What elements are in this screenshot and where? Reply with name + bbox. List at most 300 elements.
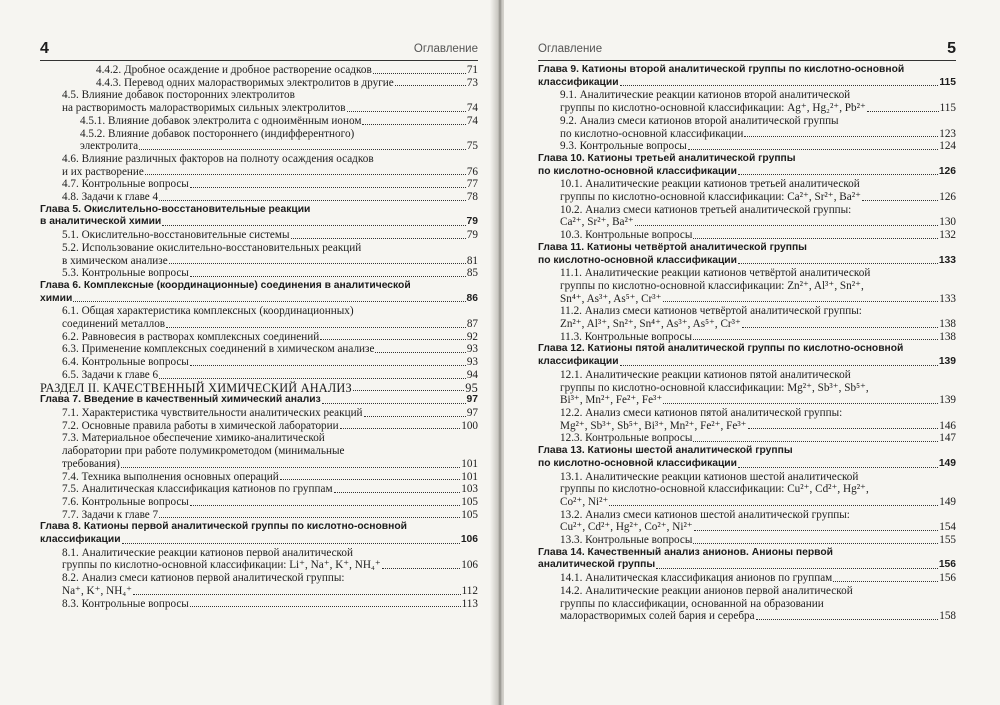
toc-section-entry [538, 585, 956, 623]
dot-leader [364, 416, 466, 417]
dot-leader [693, 543, 938, 544]
toc-chapter-entry [40, 280, 478, 305]
dot-leader [742, 327, 938, 328]
toc-page-number: 94 [466, 368, 478, 381]
toc-entry-line: группы по кислотно-основной классификации: Mg²⁺, Sb³⁺, Sb⁵⁺, [560, 381, 869, 394]
toc-entry-text: Глава 7. Введение в качественный химический анализ [40, 394, 321, 406]
dot-leader [190, 276, 466, 277]
toc-page-number: 79 [466, 229, 478, 242]
toc-entry-line: 12.2. Анализ смеси катионов пятой аналитической группы: [560, 406, 843, 419]
toc-entry-last-line [560, 140, 956, 153]
toc-section-entry [538, 407, 956, 432]
toc-entry-last-line [62, 585, 478, 598]
toc-entry-last-line [560, 229, 956, 242]
toc-entry-text: 4.7. Контрольные вопросы [62, 178, 189, 191]
toc-page-number: 149 [939, 495, 956, 508]
dot-leader [169, 263, 466, 264]
toc-entry-last-line [62, 598, 478, 611]
left-running-title: Оглавление [413, 43, 478, 55]
dot-leader [190, 365, 466, 366]
dot-leader [166, 327, 466, 328]
toc-page-number: 130 [939, 216, 956, 229]
toc-chapter-entry [538, 153, 956, 178]
toc-entry-line: Глава 13. Катионы шестой аналитической группы [538, 445, 793, 457]
toc-entry-text: 12.3. Контрольные вопросы [560, 432, 693, 445]
toc-entry-text: требования) [62, 457, 120, 470]
toc-section-entry [40, 331, 478, 344]
toc-entry-text: на растворимость малорастворимых сильных электролитов [62, 102, 346, 115]
dot-leader [340, 428, 461, 429]
toc-entry-text: химии [40, 292, 73, 304]
dot-leader [694, 530, 939, 531]
right-running-title: Оглавление [538, 43, 603, 55]
toc-entry-text: 5.3. Контрольные вопросы [62, 267, 189, 280]
toc-entry-last-line [560, 420, 956, 433]
toc-section-entry [40, 407, 478, 420]
toc-section-entry [40, 77, 478, 90]
toc-page-number: 123 [939, 127, 956, 140]
dot-leader [395, 85, 466, 86]
toc-entry-line: 8.1. Аналитические реакции катионов первой аналитической [62, 546, 353, 559]
toc-page-number: 124 [939, 140, 956, 153]
toc-entry-last-line [96, 77, 478, 90]
dot-leader [748, 428, 939, 429]
toc-entry-last-line [62, 318, 478, 331]
toc-page-number: 149 [938, 457, 956, 469]
dot-leader [322, 403, 466, 404]
toc-chapter-entry [538, 445, 956, 470]
toc-entry-text: Co²⁺, Ni²⁺ [560, 495, 609, 508]
toc-entry-last-line [560, 102, 956, 115]
toc-section-entry [538, 178, 956, 203]
toc-entry-text: 6.4. Контрольные вопросы [62, 356, 189, 369]
dot-leader [862, 200, 938, 201]
toc-entry-text: Zn²⁺, Al³⁺, Sn²⁺, Sn⁴⁺, As³⁺, As⁵⁺, Cr³⁺ [560, 318, 741, 331]
toc-section-entry [538, 305, 956, 330]
toc-entry-last-line [538, 356, 956, 369]
toc-page-number: 115 [939, 76, 956, 88]
toc-page-number: 115 [939, 102, 956, 115]
toc-entry-line: Глава 12. Катионы пятой аналитической группы по кислотно-основной [538, 343, 904, 355]
dot-leader [738, 174, 938, 175]
right-page-number: 5 [947, 40, 956, 57]
toc-page-number: 71 [466, 64, 478, 76]
toc-page-number: 79 [466, 216, 478, 228]
dot-leader [693, 238, 938, 239]
dot-leader [73, 301, 465, 302]
toc-page-number: 105 [461, 508, 478, 521]
dot-leader [121, 467, 460, 468]
dot-leader [190, 187, 466, 188]
toc-page-number: 147 [939, 432, 956, 445]
toc-entry-text: в аналитической химии [40, 216, 162, 228]
toc-entry-last-line [560, 128, 956, 141]
toc-entry-text: 7.1. Характеристика чувствительности аналитических реакций [62, 406, 363, 419]
toc-section-entry [40, 64, 478, 77]
toc-entry-text: 5.1. Окислительно-восстановительные системы [62, 229, 290, 242]
left-toc-list [40, 64, 478, 610]
toc-page-number: 75 [466, 140, 478, 153]
toc-page-number: 100 [461, 419, 478, 432]
toc-entry-line: Глава 11. Катионы четвёртой аналитической группы [538, 241, 807, 253]
dot-leader [620, 365, 938, 366]
toc-entry-line: 5.2. Использование окислительно-восстановительных реакций [62, 241, 362, 254]
toc-page-number: 154 [939, 521, 956, 534]
toc-page-number: 87 [466, 318, 478, 331]
toc-entry-last-line [560, 432, 956, 445]
toc-entry-line: Глава 5. Окислительно-восстановительные реакции [40, 203, 311, 215]
dot-leader [139, 149, 466, 150]
toc-entry-text: соединений металлов [62, 318, 166, 331]
toc-entry-text: группы по кислотно-основной классификации: Ag⁺, Hg₂²⁺, Pb²⁺ [560, 102, 866, 115]
toc-page-number: 77 [466, 178, 478, 191]
toc-entry-text: классификации [538, 356, 619, 368]
toc-entry-last-line [560, 191, 956, 204]
toc-entry-text: 4.4.3. Перевод одних малорастворимых электролитов в другие [96, 76, 394, 89]
dot-leader [693, 339, 938, 340]
toc-entry-text: 13.3. Контрольные вопросы [560, 534, 693, 547]
toc-section-entry [40, 509, 478, 522]
toc-page-number: 139 [938, 356, 956, 368]
toc-entry-last-line [560, 572, 956, 585]
toc-entry-line: группы по классификации, основанной на образовании [560, 597, 824, 610]
toc-section-entry [40, 343, 478, 356]
toc-page-number: 93 [466, 356, 478, 369]
right-toc-list [538, 64, 956, 623]
toc-entry-text: 14.1. Аналитическая классификация анионов по группам [560, 572, 833, 585]
dot-leader [353, 390, 464, 391]
toc-entry-text: по кислотно-основной классификации [560, 127, 744, 140]
toc-section-entry [40, 305, 478, 330]
toc-chapter-entry [538, 242, 956, 267]
toc-page-number: 156 [938, 559, 956, 571]
toc-entry-line: 6.1. Общая характеристика комплексных (координационных) [62, 305, 354, 318]
left-page [0, 0, 496, 705]
toc-entry-last-line [40, 293, 478, 306]
toc-entry-last-line [62, 102, 478, 115]
toc-entry-line: 4.6. Влияние различных факторов на полноту осаждения осадков [62, 152, 374, 165]
toc-entry-last-line [62, 229, 478, 242]
toc-section-entry [40, 115, 478, 128]
dot-leader [122, 543, 460, 544]
toc-entry-last-line [538, 559, 956, 572]
dot-leader [609, 505, 938, 506]
toc-entry-last-line [62, 420, 478, 433]
dot-leader [190, 505, 460, 506]
toc-entry-line: 4.5. Влияние добавок посторонних электролитов [62, 89, 295, 102]
toc-entry-line: 7.3. Материальное обеспечение химико-аналитической [62, 432, 325, 445]
dot-leader [620, 85, 939, 86]
toc-section-entry [40, 369, 478, 382]
toc-page-number: 113 [461, 597, 478, 610]
toc-entry-text: по кислотно-основной классификации [538, 165, 737, 177]
dot-leader [833, 581, 938, 582]
toc-page-number: 101 [461, 457, 478, 470]
right-running-head [538, 40, 956, 58]
toc-entry-last-line [560, 610, 956, 623]
toc-section-entry [538, 229, 956, 242]
toc-page-number: 73 [466, 76, 478, 89]
toc-page-number: 74 [466, 114, 478, 127]
toc-entry-line: Глава 10. Катионы третьей аналитической группы [538, 152, 796, 164]
toc-entry-last-line [62, 166, 478, 179]
dot-leader [738, 467, 938, 468]
toc-entry-last-line [62, 191, 478, 204]
toc-page-number: 158 [939, 610, 956, 623]
toc-entry-last-line [62, 559, 478, 572]
toc-entry-text: и их растворение [62, 165, 144, 178]
toc-entry-text: Bi³⁺, Mn²⁺, Fe²⁺, Fe³⁺ [560, 394, 663, 407]
toc-entry-text: Cu²⁺, Cd²⁺, Hg²⁺, Co²⁺, Ni²⁺ [560, 521, 693, 534]
toc-entry-line: 10.2. Анализ смеси катионов третьей аналитической группы: [560, 203, 852, 216]
toc-entry-last-line [560, 318, 956, 331]
toc-page-number: 95 [465, 380, 478, 395]
dot-leader [663, 301, 939, 302]
toc-entry-line: 13.1. Аналитические реакции катионов шестой аналитической [560, 470, 859, 483]
toc-page-number: 74 [466, 102, 478, 115]
toc-section-entry [40, 598, 478, 611]
toc-section-entry [40, 496, 478, 509]
toc-page-number: 78 [466, 191, 478, 204]
toc-page-number: 112 [461, 584, 478, 597]
toc-chapter-entry [40, 521, 478, 546]
right-page [504, 0, 1000, 705]
toc-entry-text: по кислотно-основной классификации [538, 254, 737, 266]
toc-page-number: 105 [461, 495, 478, 508]
toc-entry-text: аналитической группы [538, 559, 656, 571]
toc-entry-last-line [560, 534, 956, 547]
toc-entry-line: 10.1. Аналитические реакции катионов третьей аналитической [560, 178, 860, 191]
toc-entry-last-line [40, 394, 478, 407]
toc-page-number: 138 [939, 330, 956, 343]
toc-section-entry [40, 572, 478, 597]
toc-entry-text: Sn⁴⁺, As³⁺, As⁵⁺, Cr³⁺ [560, 292, 662, 305]
toc-entry-line: 14.2. Аналитические реакции анионов первой аналитической [560, 584, 853, 597]
toc-entry-line: 11.2. Анализ смеси катионов четвёртой аналитической группы: [560, 305, 862, 318]
toc-entry-last-line [560, 216, 956, 229]
toc-entry-last-line [560, 331, 956, 344]
toc-entry-last-line [40, 382, 478, 395]
dot-leader [756, 619, 939, 620]
toc-entry-last-line [538, 77, 956, 90]
toc-entry-text: 11.3. Контрольные вопросы [560, 330, 692, 343]
toc-entry-text: 7.2. Основные правила работы в химической лаборатории [62, 419, 339, 432]
toc-page-number: 155 [939, 534, 956, 547]
toc-entry-line: 9.1. Аналитические реакции катионов второй аналитической [560, 89, 851, 102]
toc-page-number: 97 [466, 394, 478, 406]
toc-entry-last-line [62, 331, 478, 344]
toc-chapter-entry [40, 204, 478, 229]
dot-leader [373, 73, 466, 74]
toc-entry-text: малорастворимых солей бария и серебра [560, 610, 755, 623]
toc-section-entry [538, 115, 956, 140]
toc-entry-line: Глава 8. Катионы первой аналитической группы по кислотно-основной [40, 521, 407, 533]
left-page-number: 4 [40, 40, 49, 57]
toc-entry-text: 7.4. Техника выполнения основных операций [62, 470, 279, 483]
toc-chapter-entry [538, 547, 956, 572]
toc-section-entry [538, 140, 956, 153]
toc-entry-last-line [62, 509, 478, 522]
toc-entry-line: 8.2. Анализ смеси катионов первой аналитической группы: [62, 572, 345, 585]
dot-leader [145, 174, 466, 175]
toc-entry-last-line [62, 407, 478, 420]
toc-entry-text: Mg²⁺, Sb³⁺, Sb⁵⁺, Bi³⁺, Mn²⁺, Fe²⁺, Fe³⁺ [560, 419, 747, 432]
toc-page-number: 133 [938, 254, 956, 266]
toc-entry-text: по кислотно-основной классификации [538, 457, 737, 469]
toc-entry-text: в химическом анализе [62, 254, 168, 267]
toc-entry-last-line [80, 115, 478, 128]
dot-leader [867, 111, 939, 112]
dot-leader [656, 568, 938, 569]
toc-page-number: 85 [466, 267, 478, 280]
dot-leader [375, 352, 465, 353]
dot-leader [688, 149, 938, 150]
toc-entry-text: электролита [80, 140, 139, 153]
toc-section-entry [538, 471, 956, 509]
toc-section-entry [538, 509, 956, 534]
toc-entry-text: группы по кислотно-основной классификации: Li⁺, Na⁺, K⁺, NH₄⁺ [62, 559, 381, 572]
toc-entry-text: Na⁺, K⁺, NH₄⁺ [62, 584, 133, 597]
toc-entry-text: классификации [538, 76, 619, 88]
toc-entry-text: 7.6. Контрольные вопросы [62, 495, 189, 508]
toc-chapter-entry [40, 394, 478, 407]
toc-entry-text: РАЗДЕЛ II. КАЧЕСТВЕННЫЙ ХИМИЧЕСКИЙ АНАЛИЗ [40, 380, 352, 395]
toc-section-entry [40, 128, 478, 153]
dot-leader [159, 378, 466, 379]
toc-page-number: 138 [939, 318, 956, 331]
toc-page-number: 103 [461, 483, 478, 496]
toc-section-entry [40, 267, 478, 280]
toc-entry-text: 9.3. Контрольные вопросы [560, 140, 687, 153]
toc-entry-text: группы по кислотно-основной классификации: Ca²⁺, Sr²⁺, Ba²⁺ [560, 191, 861, 204]
toc-chapter-entry [538, 64, 956, 89]
toc-page-number: 93 [466, 343, 478, 356]
toc-page-number: 133 [939, 292, 956, 305]
toc-section-entry [538, 267, 956, 305]
dot-leader [744, 136, 938, 137]
toc-section-entry [538, 331, 956, 344]
dot-leader [334, 492, 461, 493]
toc-section-entry [538, 369, 956, 407]
toc-page-number: 106 [461, 559, 478, 572]
toc-section-entry [40, 191, 478, 204]
dot-leader [159, 200, 466, 201]
toc-page-number: 156 [939, 572, 956, 585]
dot-leader [291, 238, 466, 239]
toc-entry-last-line [96, 64, 478, 77]
toc-section-entry [40, 483, 478, 496]
toc-section-entry [538, 89, 956, 114]
left-running-head [40, 40, 478, 58]
toc-section-entry [40, 420, 478, 433]
toc-section-entry [40, 89, 478, 114]
dot-leader [362, 124, 465, 125]
toc-entry-line: 13.2. Анализ смеси катионов шестой аналитической группы: [560, 508, 850, 521]
toc-entry-last-line [62, 483, 478, 496]
toc-entry-text: 4.5.1. Влияние добавок электролита с одноимённым ионом [80, 114, 362, 127]
toc-entry-line: Глава 6. Комплексные (координационные) соединения в аналитической [40, 279, 411, 291]
toc-page-number: 106 [460, 534, 478, 546]
toc-page-number: 126 [938, 165, 956, 177]
toc-entry-text: 4.4.2. Дробное осаждение и дробное растворение осадков [96, 64, 372, 76]
dot-leader [635, 225, 938, 226]
toc-entry-last-line [560, 394, 956, 407]
toc-entry-text: классификации [40, 534, 121, 546]
toc-entry-line: группы по кислотно-основной классификации: Cu²⁺, Cd²⁺, Hg²⁺, [560, 483, 869, 496]
toc-entry-line: группы по кислотно-основной классификации: Zn²⁺, Al³⁺, Sn²⁺, [560, 279, 864, 292]
dot-leader [280, 479, 460, 480]
toc-entry-last-line [62, 496, 478, 509]
toc-entry-line: Глава 9. Катионы второй аналитической группы по кислотно-основной [538, 64, 905, 75]
dot-leader [162, 225, 465, 226]
dot-leader [320, 339, 466, 340]
dot-leader [190, 606, 461, 607]
toc-section-entry [40, 547, 478, 572]
toc-entry-last-line [62, 343, 478, 356]
toc-section-entry [40, 356, 478, 369]
dot-leader [159, 517, 460, 518]
toc-section-entry [40, 153, 478, 178]
dot-leader [693, 441, 938, 442]
toc-section-entry [40, 242, 478, 267]
toc-entry-last-line [62, 356, 478, 369]
right-header-rule [538, 60, 956, 61]
toc-entry-text: 8.3. Контрольные вопросы [62, 597, 189, 610]
dot-leader [133, 594, 461, 595]
toc-entry-last-line [560, 521, 956, 534]
toc-entry-text: 6.5. Задачи к главе 6 [62, 368, 159, 381]
dot-leader [382, 568, 460, 569]
toc-entry-last-line [62, 458, 478, 471]
toc-entry-text: 7.5. Аналитическая классификация катионов по группам [62, 483, 333, 496]
toc-entry-text: 6.2. Равновесия в растворах комплексных соединений [62, 330, 320, 343]
toc-entry-last-line [62, 255, 478, 268]
toc-entry-text: Ca²⁺, Sr²⁺, Ba²⁺ [560, 216, 634, 229]
toc-page-number: 81 [466, 254, 478, 267]
toc-section-entry [538, 432, 956, 445]
toc-entry-last-line [40, 216, 478, 229]
toc-section-entry [538, 534, 956, 547]
toc-entry-line: 4.5.2. Влияние добавок постороннего (индифферентного) [80, 127, 355, 140]
toc-entry-last-line [538, 255, 956, 268]
toc-section-entry [40, 432, 478, 470]
toc-entry-last-line [62, 471, 478, 484]
toc-page-number: 86 [466, 292, 478, 304]
toc-section-entry [40, 178, 478, 191]
left-header-rule [40, 60, 478, 61]
toc-page-number: 126 [939, 191, 956, 204]
toc-entry-text: 4.8. Задачи к главе 4 [62, 191, 159, 204]
toc-entry-last-line [40, 534, 478, 547]
toc-entry-line: 11.1. Аналитические реакции катионов четвёртой аналитической [560, 267, 871, 280]
dot-leader [738, 263, 938, 264]
toc-entry-line: 12.1. Аналитические реакции катионов пятой аналитической [560, 368, 851, 381]
toc-section-entry [40, 471, 478, 484]
toc-entry-last-line [560, 293, 956, 306]
toc-entry-last-line [80, 140, 478, 153]
toc-entry-text: 10.3. Контрольные вопросы [560, 229, 693, 242]
toc-entry-last-line [538, 166, 956, 179]
toc-entry-line: 9.2. Анализ смеси катионов второй аналитической группы [560, 114, 839, 127]
toc-chapter-entry [538, 343, 956, 368]
toc-entry-line: Глава 14. Качественный анализ анионов. Анионы первой [538, 546, 833, 558]
toc-section-entry [538, 204, 956, 229]
toc-page-number: 146 [939, 419, 956, 432]
toc-page-number: 139 [939, 394, 956, 407]
toc-entry-line: лаборатории при работе полумикрометодом (минимальные [62, 445, 345, 458]
dot-leader [347, 111, 466, 112]
toc-entry-text: 6.3. Применение комплексных соединений в химическом анализе [62, 343, 375, 356]
